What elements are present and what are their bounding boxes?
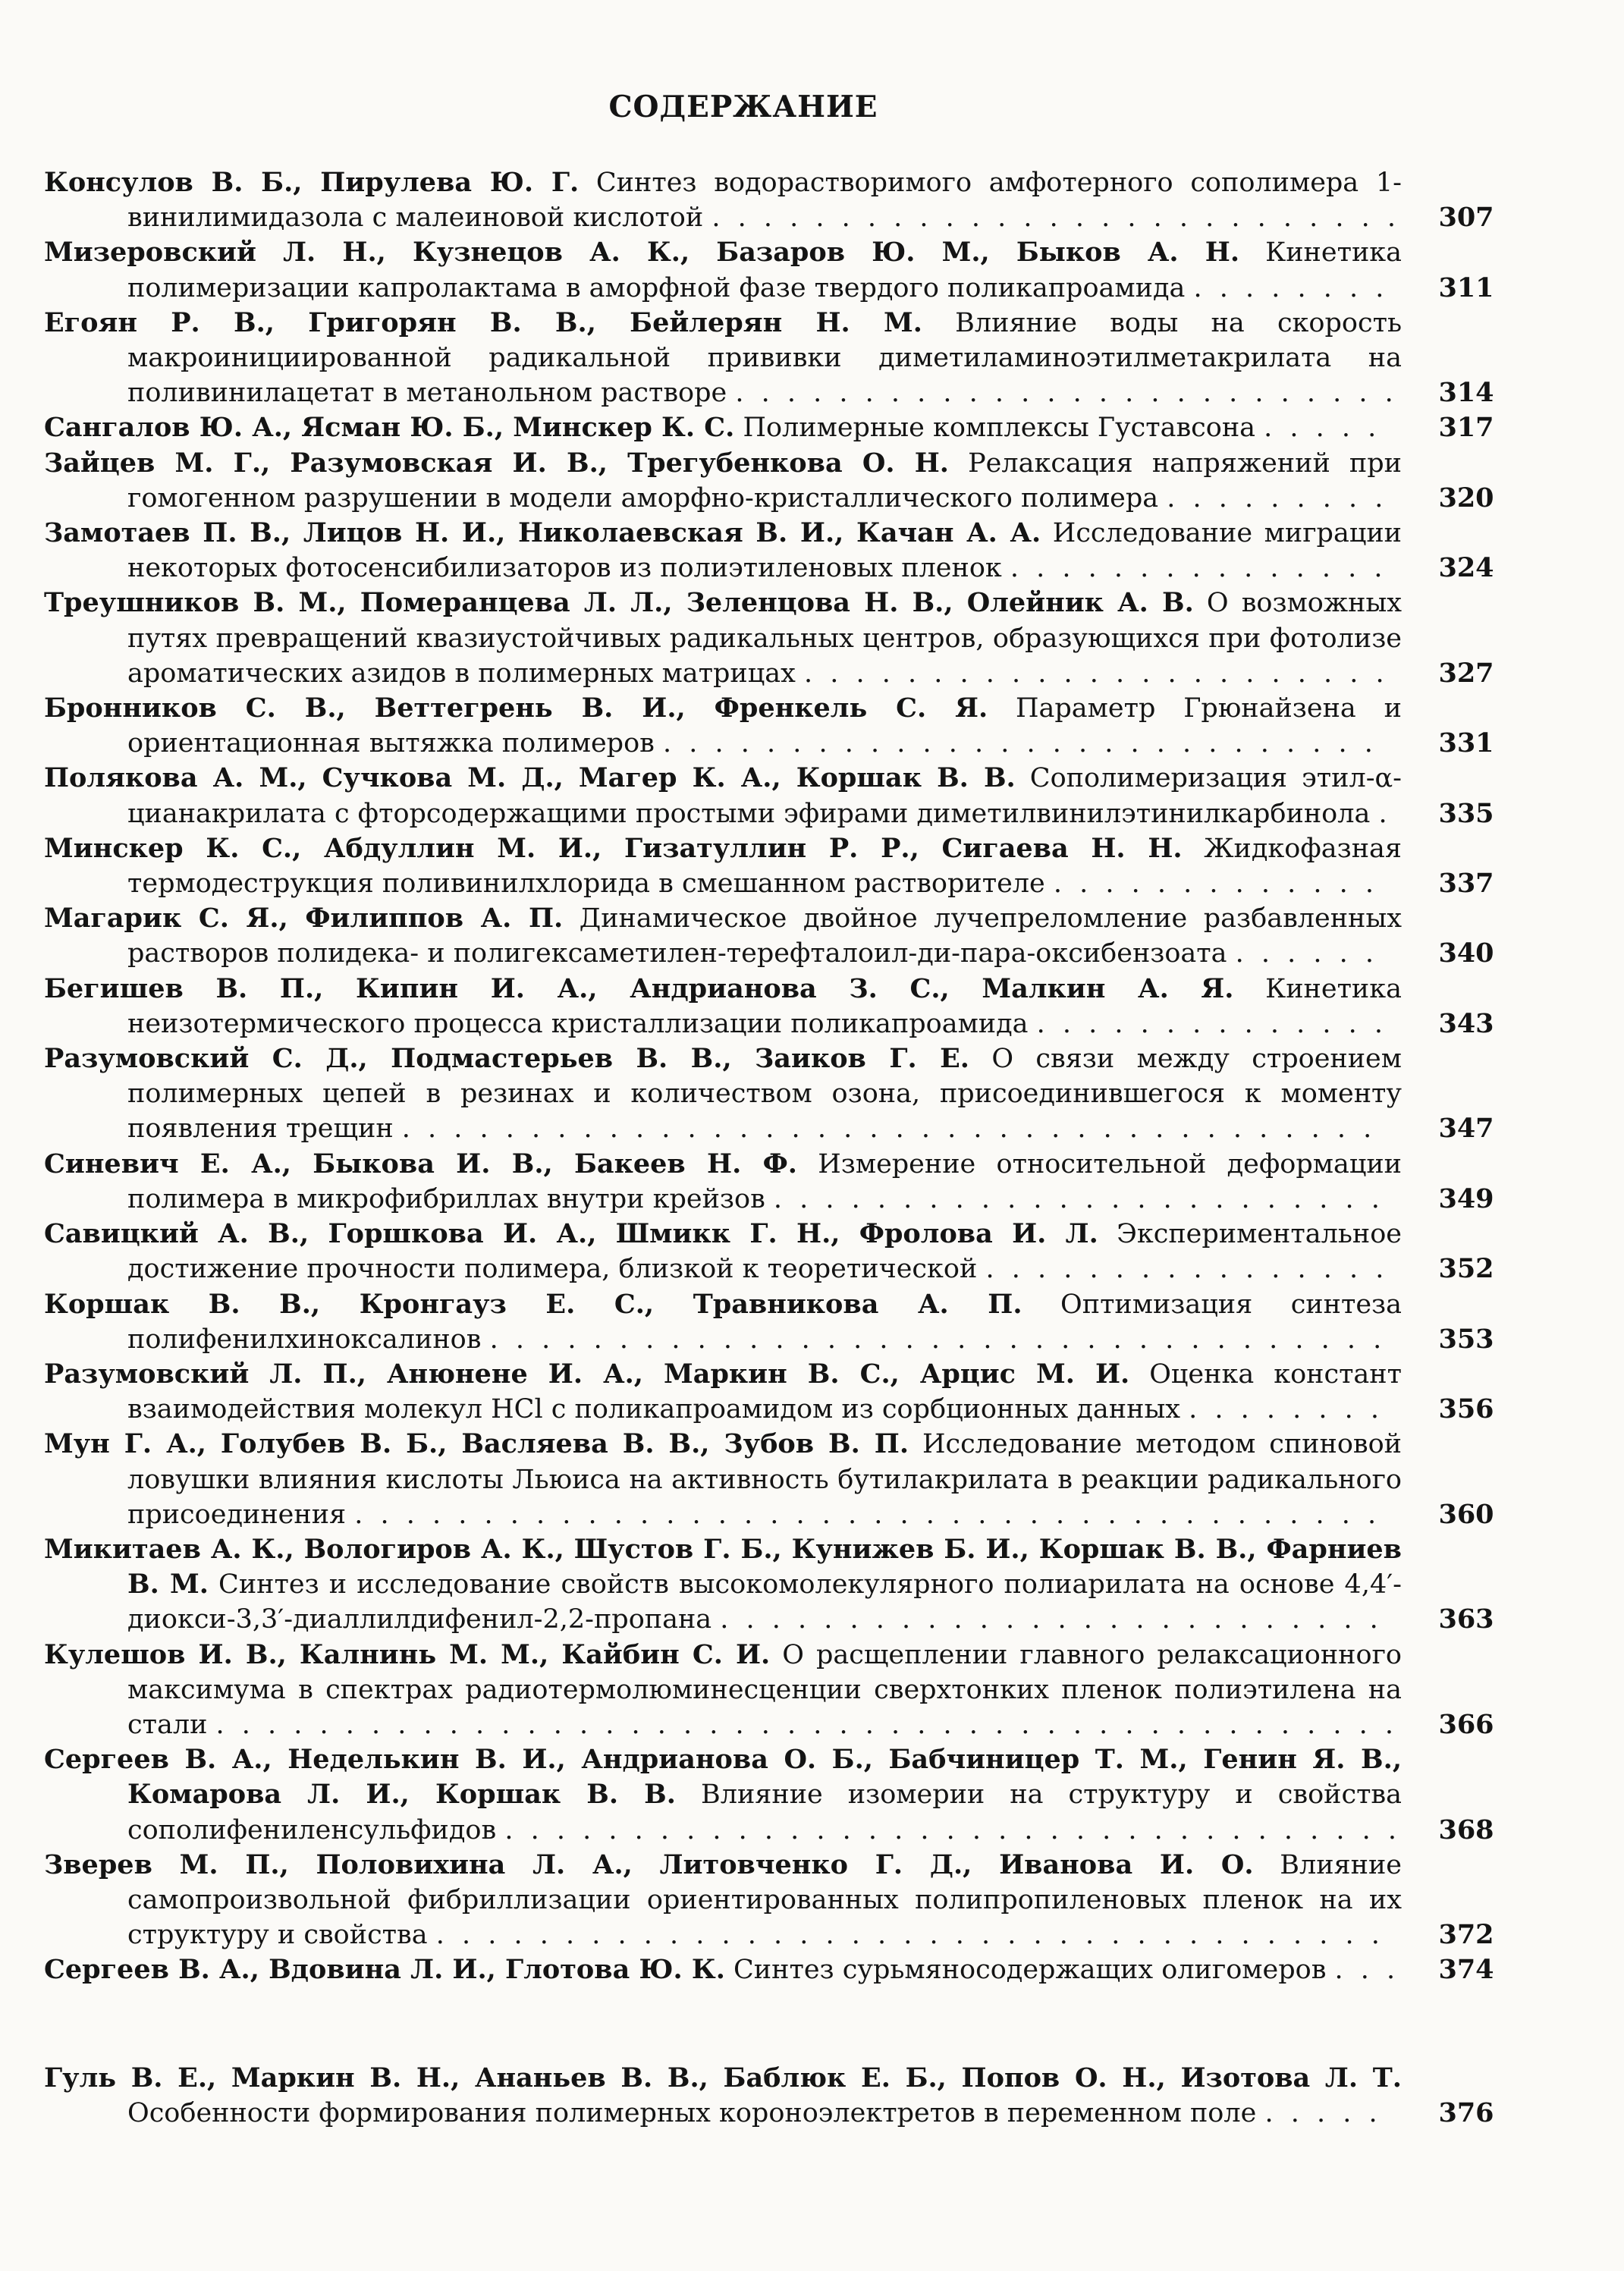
- toc-entry: [44, 1217, 1508, 1286]
- toc-entry-title: Оценка констант взаимодействия молекул HCl с поликапроамидом из сорбционных данных: [127, 1359, 1402, 1425]
- toc-entry-page-number: 374: [1438, 1954, 1494, 1986]
- toc-entry-body: [44, 761, 1402, 831]
- toc-entry-authors: Минскер К. С., Абдуллин М. И., Гизатуллин Р. Р., Сигаева Н. Н.: [44, 832, 1183, 864]
- toc-entry-authors: Мун Г. А., Голубев В. Б., Васляева В. В., Зубов В. П.: [44, 1428, 909, 1460]
- toc-entry: [44, 1147, 1508, 1217]
- toc-entry: [44, 691, 1508, 761]
- toc-entry-authors: Разумовский Л. П., Анюнене И. А., Маркин В. С., Арцис М. И.: [44, 1358, 1130, 1390]
- toc-entry-page-number: 327: [1438, 657, 1494, 689]
- toc-entry-title: Исследование методом спиновой ловушки влияния кислоты Льюиса на активность бутилакрилата в реакции радикального присоединения: [127, 1429, 1402, 1530]
- toc-entry-leader-dots: . . . . . . . . . . . . . .: [1036, 1008, 1388, 1039]
- toc-entry-body: [44, 235, 1402, 305]
- toc-entry-leader-dots: . . . . . . . . . . . . . . . .: [985, 1254, 1389, 1285]
- toc-entry-page-number: 368: [1438, 1814, 1494, 1845]
- page-title: СОДЕРЖАНИЕ: [608, 90, 878, 124]
- toc-entry-body: [44, 1848, 1402, 1953]
- toc-entry-title: Синтез сурьмяносодержащих олигомеров: [724, 1955, 1335, 1986]
- toc-entry-title: Полимерные комплексы Густавсона: [734, 413, 1264, 444]
- toc-entry-authors: Магарик С. Я., Филиппов А. П.: [44, 903, 564, 934]
- toc-entry-title: Оптимизация синтеза полифенилхиноксалинов: [127, 1289, 1402, 1355]
- toc-entry-body: [44, 165, 1402, 235]
- toc-entry-body: [44, 1427, 1402, 1532]
- toc-entry-body: [44, 691, 1402, 761]
- toc-entry-title: Влияние изомерии на структуру и свойства сополифениленсульфидов: [127, 1779, 1403, 1845]
- toc-entry: [44, 235, 1508, 305]
- toc-entry-body: [44, 446, 1402, 516]
- toc-entry: [44, 410, 1508, 445]
- toc-entry-title: Особенности формирования полимерных короноэлектретов в переменном поле: [127, 2097, 1265, 2128]
- toc-entry-page-number: 314: [1438, 377, 1494, 409]
- toc-entry-title: Динамическое двойное лучепреломление разбавленных растворов полидека- и полигексаметилен-терефталоил-ди-пара-оксибензоата: [127, 903, 1402, 969]
- toc-entry-authors: Треушников В. М., Померанцева Л. Л., Зеленцова Н. В., Олейник А. В.: [44, 587, 1194, 619]
- toc-entry: [44, 1357, 1508, 1427]
- toc-entry-body: [44, 1357, 1402, 1427]
- toc-entry-title: О связи между строением полимерных цепей в резинах и количеством озона, присоединившегося к моменту появления трещин: [127, 1044, 1402, 1145]
- toc-entry-authors: Бронников С. В., Веттегрень В. И., Френкель С. Я.: [44, 693, 988, 724]
- toc-entry: [44, 1742, 1508, 1848]
- toc-entry-leader-dots: . . . . . . . . . . . . .: [1053, 869, 1379, 900]
- toc-entry: [44, 1848, 1508, 1953]
- toc-entry-title: Кинетика неизотермического процесса кристаллизации поликапроамида: [127, 973, 1402, 1039]
- toc-entry-authors: Бегишев В. П., Кипин И. А., Андрианова З. С., Малкин А. Я.: [44, 972, 1234, 1004]
- toc-entry-leader-dots: . . . . . . . . . . . . . . . . . . . . . . . . . . . . . . . . . . . . .: [435, 1920, 1384, 1951]
- toc-entry-page-number: 343: [1438, 1007, 1494, 1039]
- toc-entry: [44, 2061, 1508, 2131]
- toc-entry: [44, 306, 1508, 411]
- toc-entry-authors: Консулов В. Б., Пирулева Ю. Г.: [44, 167, 580, 198]
- section-gap: [44, 1988, 1508, 2061]
- toc-entry-title: Измерение относительной деформации полимера в микрофибриллах внутри крейзов: [127, 1148, 1403, 1214]
- toc-entry-body: [44, 1147, 1402, 1217]
- toc-entry-page-number: 349: [1438, 1183, 1494, 1214]
- toc-entry: [44, 831, 1508, 901]
- toc-entry-body: [44, 410, 1402, 445]
- toc-entry-title: Влияние воды на скорость макроинициированной радикальной прививки диметиламиноэтилметакрилата на поливинилацетат в метанольном растворе: [127, 307, 1403, 409]
- toc-entry-leader-dots: . . .: [1334, 1955, 1400, 1986]
- toc-entry-title: Синтез и исследование свойств высокомолекулярного полиарилата на основе 4,4′-диокси-3,3′-диаллилдифенил-2,2-пропана: [127, 1569, 1402, 1635]
- toc-entry-title: Жидкофазная термодеструкция поливинилхлорида в смешанном растворителе: [127, 833, 1402, 900]
- toc-entry-authors: Полякова А. М., Сучкова М. Д., Магер К. А., Коршак В. В.: [44, 762, 1016, 794]
- toc-entry-title: Релаксация напряжений при гомогенном разрушении в модели аморфно-кристаллического полимера: [127, 448, 1402, 514]
- toc-entry-body: [44, 1287, 1402, 1357]
- toc-entry-title: О расщеплении главного релаксационного максимума в спектрах радиотермолюминесценции сверхтонких пленок полиэтилена на стали: [127, 1639, 1402, 1740]
- toc-entry-page-number: 311: [1438, 272, 1494, 303]
- toc-entry-authors: Зайцев М. Г., Разумовская И. В., Трегубенкова О. Н.: [44, 447, 949, 479]
- toc-entry: [44, 1041, 1508, 1147]
- toc-entry-leader-dots: . . . . . . . . . . . . . . . . . . . . . . . .: [773, 1183, 1384, 1214]
- toc-entry-page-number: 324: [1438, 552, 1494, 584]
- toc-entry-title: О возможных путях превращений квазиустойчивых радикальных центров, образующихся при фотолизе ароматических азидов в полимерных матрицах: [127, 588, 1402, 689]
- toc-entry-leader-dots: . . . . . . . . . . . . . . . . . . . . . . .: [804, 658, 1389, 689]
- toc-entry-page-number: 307: [1438, 202, 1494, 234]
- toc-entry-leader-dots: . . . . . . . .: [1189, 1394, 1384, 1425]
- toc-entry-body: [44, 972, 1402, 1041]
- toc-entry: [44, 761, 1508, 831]
- toc-entry-leader-dots: . . . . . . . . . . . . . . . . . . . . . . . . . .: [735, 378, 1398, 409]
- toc-entry: [44, 446, 1508, 516]
- toc-entry-body: [44, 1638, 1402, 1743]
- toc-entry-title: Сополимеризация этил-α-цианакрилата с фторсодержащими простыми эфирами диметилвинилэтинилкарбинола: [127, 763, 1402, 829]
- toc-entries: [44, 165, 1508, 1988]
- toc-entry-title: Параметр Грюнайзена и ориентационная вытяжка полимеров: [127, 693, 1402, 759]
- toc-entry-page-number: 352: [1438, 1253, 1494, 1285]
- toc-entry: [44, 1287, 1508, 1357]
- toc-entry-title: Экспериментальное достижение прочности полимера, близкой к теоретической: [127, 1219, 1402, 1285]
- toc-entry-body: [44, 1952, 1402, 1987]
- toc-entry-leader-dots: . . . . . . . . . . . . . . . . . . . . . . . . . . . . . . . . . . . . . . . .: [354, 1499, 1381, 1530]
- toc-entry-leader-dots: . . . . . . . . . . . . . . . . . . . . . . . . . .: [720, 1604, 1383, 1635]
- toc-entry-page-number: 366: [1438, 1708, 1494, 1740]
- toc-entry-leader-dots: . . . . . . . . .: [1167, 482, 1388, 514]
- toc-entry-page-number: 320: [1438, 482, 1494, 514]
- toc-entry: [44, 972, 1508, 1041]
- toc-entry-authors: Савицкий А. В., Горшкова И. А., Шмикк Г. Н., Фролова И. Л.: [44, 1218, 1098, 1250]
- toc-entry-body: [44, 2061, 1402, 2131]
- toc-entry-authors: Разумовский С. Д., Подмастерьев В. В., Заиков Г. Е.: [44, 1043, 969, 1075]
- toc-entry: [44, 1427, 1508, 1532]
- toc-entry-body: [44, 1532, 1402, 1638]
- toc-entry-page-number: 372: [1438, 1919, 1494, 1951]
- table-of-contents: [44, 165, 1508, 2131]
- toc-entry-body: [44, 1217, 1402, 1286]
- toc-entry: [44, 1532, 1508, 1638]
- toc-entry-page-number: 317: [1438, 412, 1494, 444]
- toc-entry: [44, 1638, 1508, 1743]
- toc-entry-leader-dots: . . . . . . . . . . . . . . . . . . . . . . . . . . . . . . . . . . .: [489, 1324, 1387, 1355]
- toc-entry-body: [44, 516, 1402, 586]
- toc-entry-authors: Зверев М. П., Половихина Л. А., Литовченко Г. Д., Иванова И. О.: [44, 1849, 1254, 1880]
- toc-entry-body: [44, 901, 1402, 971]
- toc-entry-authors: Замотаев П. В., Лицов Н. И., Николаевская В. И., Качан А. А.: [44, 517, 1041, 549]
- toc-entry-title: Исследование миграции некоторых фотосенсибилизаторов из полиэтиленовых пленок: [127, 518, 1402, 584]
- toc-entry-title: Кинетика полимеризации капролактама в аморфной фазе твердого поликапроамида: [127, 237, 1403, 303]
- toc-entry-authors: Сергеев В. А., Вдовина Л. И., Глотова Ю. К.: [44, 1954, 725, 1986]
- toc-entry-leader-dots: . . . . .: [1264, 2097, 1382, 2128]
- toc-entry-page-number: 347: [1438, 1113, 1494, 1145]
- toc-entry-authors: Кулешов И. В., Калнинь М. М., Кайбин С. И.: [44, 1638, 771, 1670]
- toc-entry: [44, 165, 1508, 235]
- toc-entry-authors: Гуль В. Е., Маркин В. Н., Ананьев В. В., Баблюк Е. Б., Попов О. Н., Изотова Л. Т.: [44, 2062, 1402, 2094]
- toc-entry-authors: Мизеровский Л. Н., Кузнецов А. К., Базаров Ю. М., Быков А. Н.: [44, 237, 1240, 269]
- toc-entry-leader-dots: . . . . . . . . . . . . . . .: [1010, 553, 1387, 584]
- toc-entry-leader-dots: . . . . . . . . . . . . . . . . . . . . . . . . . . . .: [662, 728, 1377, 759]
- toc-entry-page-number: 335: [1438, 797, 1494, 829]
- toc-extra-entry: [44, 2061, 1508, 2131]
- toc-entry-leader-dots: . . . . . .: [1235, 938, 1379, 969]
- toc-entry-body: [44, 1041, 1402, 1147]
- toc-entry: [44, 586, 1508, 691]
- toc-entry-leader-dots: . . . . . . . . . . . . . . . . . . . . . . . . . . . . . . . . . . .: [504, 1814, 1402, 1845]
- toc-entry: [44, 516, 1508, 586]
- toc-entry-page-number: 331: [1438, 727, 1494, 759]
- toc-entry-leader-dots: .: [1378, 798, 1392, 829]
- toc-entry-page-number: 376: [1438, 2097, 1494, 2128]
- toc-entry-page-number: 337: [1438, 868, 1494, 900]
- toc-entry-authors: Егоян Р. В., Григорян В. В., Бейлерян Н. М.: [44, 306, 922, 338]
- toc-entry-title: Влияние самопроизвольной фибриллизации ориентированных полипропиленовых пленок на их структуру и свойства: [127, 1849, 1403, 1951]
- toc-entry-page-number: 353: [1438, 1323, 1494, 1355]
- toc-entry-page-number: 360: [1438, 1498, 1494, 1530]
- toc-entry-leader-dots: . . . . .: [1264, 413, 1381, 444]
- toc-entry-page-number: 356: [1438, 1393, 1494, 1425]
- toc-entry-authors: Сангалов Ю. А., Ясман Ю. Б., Минскер К. С.: [44, 412, 735, 444]
- toc-entry-body: [44, 586, 1402, 691]
- toc-entry-leader-dots: . . . . . . . . . . . . . . . . . . . . . . . . . . . . . . . . . . . . . . . . . . . . . .: [215, 1709, 1398, 1740]
- toc-entry-page-number: 340: [1438, 938, 1494, 969]
- toc-entry-authors: Сергеев В. А., Неделькин В. И., Андрианова О. Б., Бабчиницер Т. М., Генин Я. В., Комарова Л. И., Коршак В. В.: [44, 1744, 1402, 1811]
- toc-entry-body: [44, 306, 1402, 411]
- toc-entry-authors: Микитаев А. К., Вологиров А. К., Шустов Г. Б., Кунижев Б. И., Коршак В. В., Фарниев В. М.: [44, 1533, 1402, 1600]
- toc-entry-body: [44, 1742, 1402, 1848]
- toc-entry-title: Синтез водорастворимого амфотерного сополимера 1-винилимидазола с малеиновой кислотой: [127, 168, 1402, 234]
- toc-entry-leader-dots: . . . . . . . .: [1193, 272, 1389, 303]
- toc-entry-leader-dots: . . . . . . . . . . . . . . . . . . . . . . . . . . .: [711, 203, 1400, 234]
- toc-entry-page-number: 363: [1438, 1604, 1494, 1635]
- toc-entry-body: [44, 831, 1402, 901]
- toc-entry-authors: Коршак В. В., Кронгауз Е. С., Травникова А. П.: [44, 1288, 1022, 1320]
- toc-entry-leader-dots: . . . . . . . . . . . . . . . . . . . . . . . . . . . . . . . . . . . . . .: [401, 1114, 1377, 1145]
- toc-entry: [44, 901, 1508, 971]
- toc-entry: [44, 1952, 1508, 1987]
- toc-entry-authors: Синевич Е. А., Быкова И. В., Бакеев Н. Ф.: [44, 1148, 797, 1179]
